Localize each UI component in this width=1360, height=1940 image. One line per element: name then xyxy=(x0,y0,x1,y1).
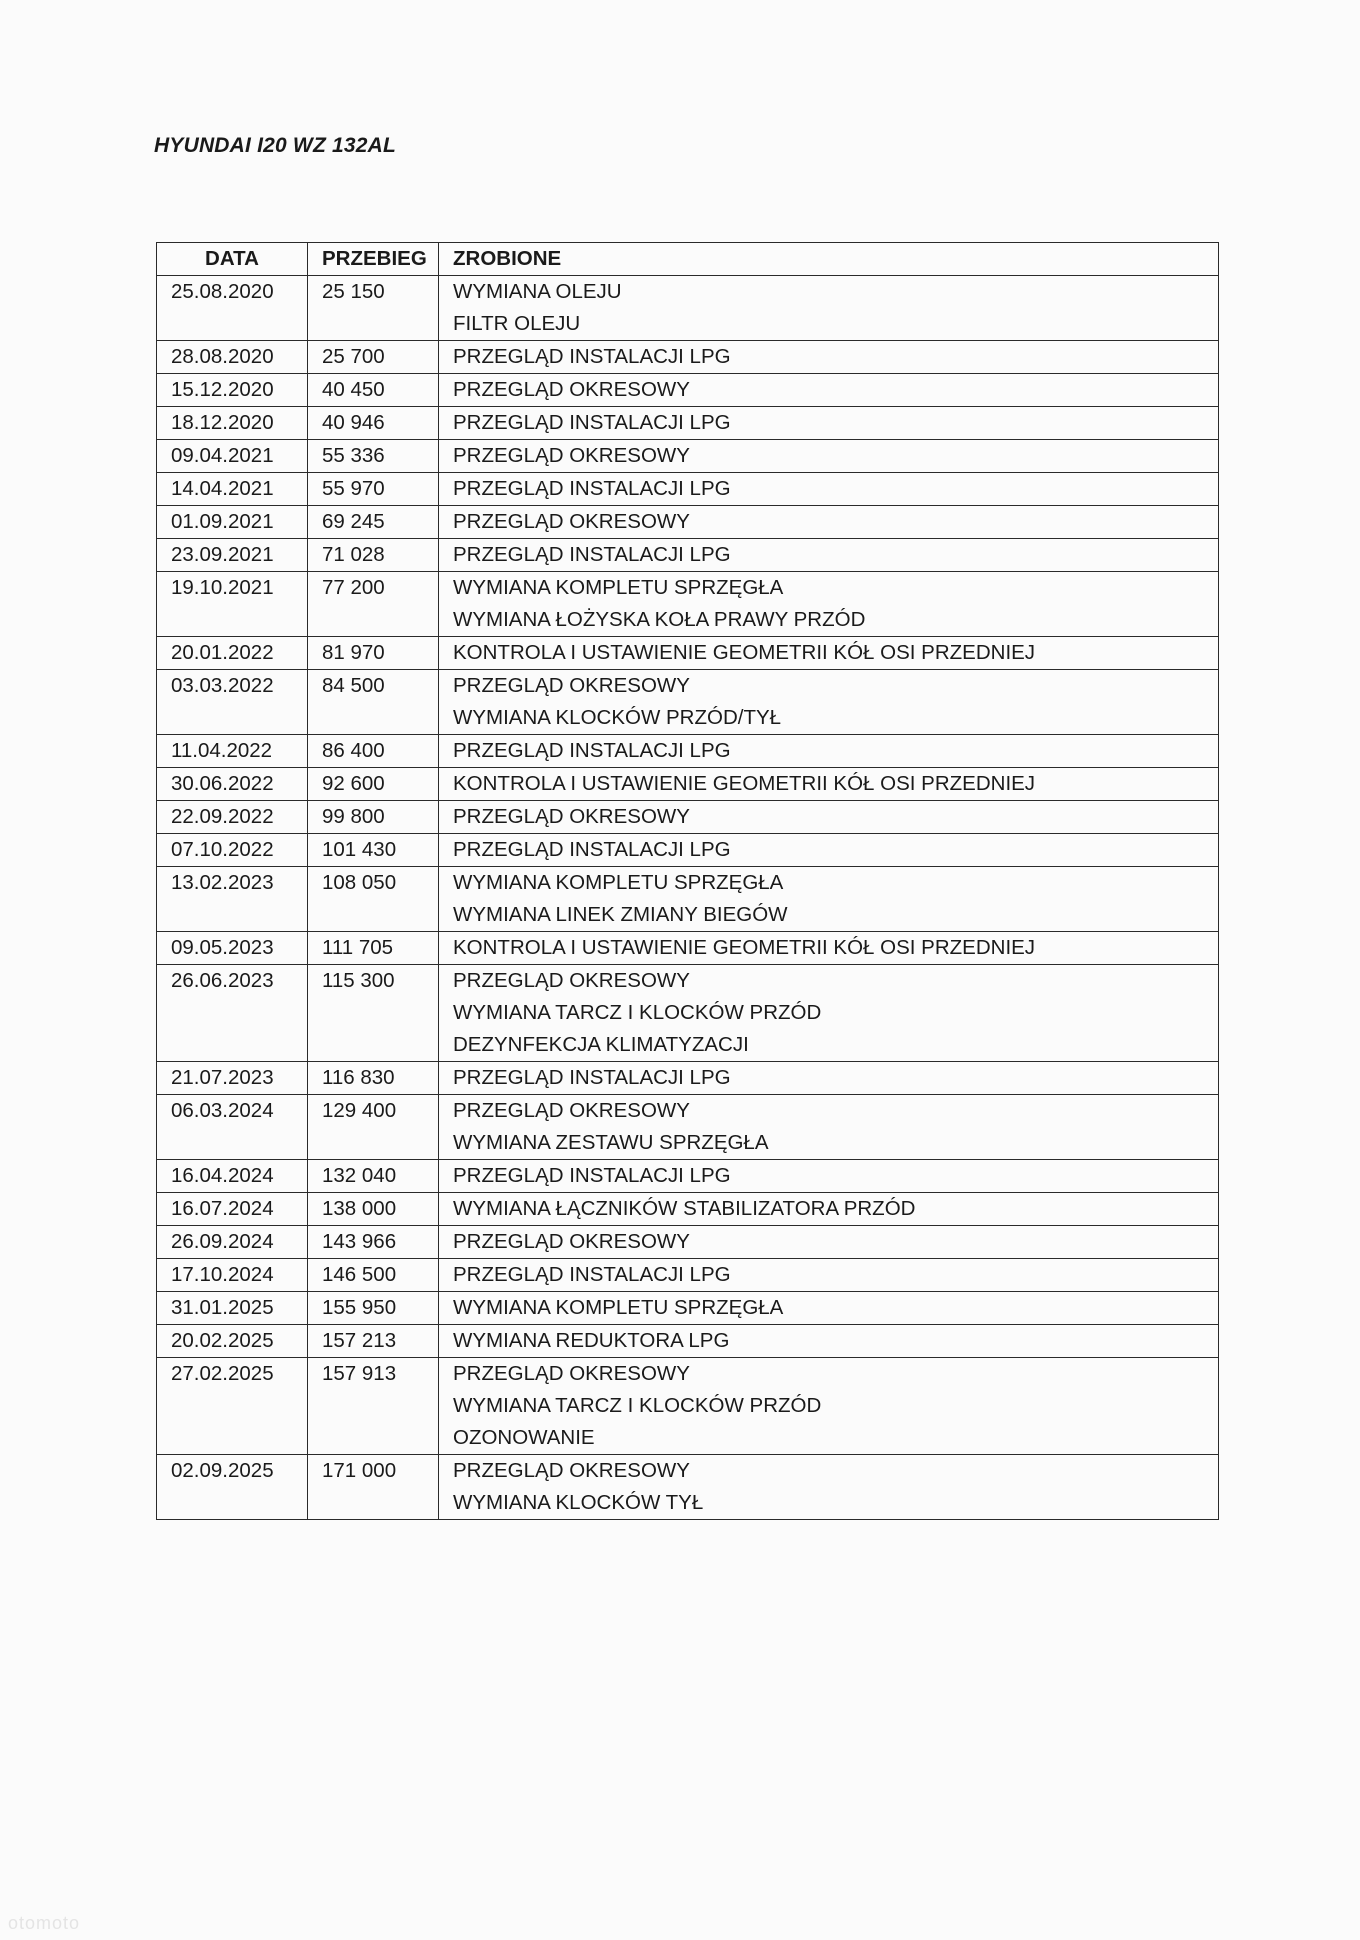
watermark: otomoto xyxy=(8,1913,81,1933)
cell-date: 30.06.2022 xyxy=(157,768,308,801)
table-row xyxy=(157,1455,1219,1520)
cell-mileage: 157 913 xyxy=(308,1358,439,1455)
cell-work-done xyxy=(439,506,1219,539)
cell-date: 16.04.2024 xyxy=(157,1160,308,1193)
cell-mileage: 84 500 xyxy=(308,670,439,735)
cell-mileage: 101 430 xyxy=(308,834,439,867)
cell-work-done xyxy=(439,407,1219,440)
cell-mileage: 55 970 xyxy=(308,473,439,506)
cell-mileage: 129 400 xyxy=(308,1095,439,1160)
table-row xyxy=(157,1292,1219,1325)
work-item: PRZEGLĄD OKRESOWY xyxy=(453,805,690,828)
cell-date: 14.04.2021 xyxy=(157,473,308,506)
table-row xyxy=(157,506,1219,539)
cell-mileage: 25 150 xyxy=(308,276,439,341)
work-item: WYMIANA LINEK ZMIANY BIEGÓW xyxy=(453,903,788,926)
work-item: WYMIANA KLOCKÓW PRZÓD/TYŁ xyxy=(453,706,782,729)
cell-date: 27.02.2025 xyxy=(157,1358,308,1455)
cell-date: 13.02.2023 xyxy=(157,867,308,932)
cell-date: 11.04.2022 xyxy=(157,735,308,768)
work-item: WYMIANA ZESTAWU SPRZĘGŁA xyxy=(453,1131,769,1154)
work-item: PRZEGLĄD OKRESOWY xyxy=(453,378,690,401)
work-item: WYMIANA KLOCKÓW TYŁ xyxy=(453,1491,704,1514)
header-date: DATA xyxy=(157,243,308,276)
cell-mileage: 92 600 xyxy=(308,768,439,801)
table-row xyxy=(157,1095,1219,1160)
cell-mileage: 146 500 xyxy=(308,1259,439,1292)
work-item: PRZEGLĄD OKRESOWY xyxy=(453,510,690,533)
cell-mileage: 157 213 xyxy=(308,1325,439,1358)
work-item: WYMIANA KOMPLETU SPRZĘGŁA xyxy=(453,1296,784,1319)
cell-work-done xyxy=(439,1226,1219,1259)
table-row xyxy=(157,1062,1219,1095)
work-item: WYMIANA KOMPLETU SPRZĘGŁA xyxy=(453,576,784,599)
table-row xyxy=(157,801,1219,834)
cell-date: 02.09.2025 xyxy=(157,1455,308,1520)
cell-work-done xyxy=(439,768,1219,801)
work-item: PRZEGLĄD OKRESOWY xyxy=(453,1459,690,1482)
cell-mileage: 86 400 xyxy=(308,735,439,768)
cell-mileage: 116 830 xyxy=(308,1062,439,1095)
cell-date: 25.08.2020 xyxy=(157,276,308,341)
work-item: WYMIANA OLEJU xyxy=(453,280,622,303)
work-item: OZONOWANIE xyxy=(453,1426,595,1449)
table-row xyxy=(157,768,1219,801)
cell-work-done xyxy=(439,572,1219,637)
cell-work-done xyxy=(439,834,1219,867)
cell-date: 16.07.2024 xyxy=(157,1193,308,1226)
cell-date: 22.09.2022 xyxy=(157,801,308,834)
document-title: HYUNDAI I20 WZ 132AL xyxy=(154,134,397,157)
cell-date: 01.09.2021 xyxy=(157,506,308,539)
cell-work-done xyxy=(439,801,1219,834)
cell-date: 26.09.2024 xyxy=(157,1226,308,1259)
table-row xyxy=(157,867,1219,932)
work-item: PRZEGLĄD OKRESOWY xyxy=(453,1230,690,1253)
cell-date: 21.07.2023 xyxy=(157,1062,308,1095)
cell-mileage: 69 245 xyxy=(308,506,439,539)
table-row xyxy=(157,440,1219,473)
table-row xyxy=(157,834,1219,867)
table-row xyxy=(157,1193,1219,1226)
work-item: PRZEGLĄD INSTALACJI LPG xyxy=(453,1164,731,1187)
work-item: PRZEGLĄD INSTALACJI LPG xyxy=(453,1263,731,1286)
cell-work-done xyxy=(439,637,1219,670)
table-body xyxy=(157,276,1219,1520)
cell-work-done xyxy=(439,670,1219,735)
cell-mileage: 171 000 xyxy=(308,1455,439,1520)
service-history-table xyxy=(156,242,1219,1520)
cell-date: 06.03.2024 xyxy=(157,1095,308,1160)
work-item: WYMIANA ŁOŻYSKA KOŁA PRAWY PRZÓD xyxy=(453,608,866,631)
cell-mileage: 143 966 xyxy=(308,1226,439,1259)
table-row xyxy=(157,276,1219,341)
table-row xyxy=(157,1358,1219,1455)
cell-date: 09.04.2021 xyxy=(157,440,308,473)
cell-mileage: 40 946 xyxy=(308,407,439,440)
cell-work-done xyxy=(439,1095,1219,1160)
cell-mileage: 115 300 xyxy=(308,965,439,1062)
cell-date: 03.03.2022 xyxy=(157,670,308,735)
cell-work-done xyxy=(439,341,1219,374)
cell-work-done xyxy=(439,1193,1219,1226)
work-item: PRZEGLĄD INSTALACJI LPG xyxy=(453,411,731,434)
cell-mileage: 138 000 xyxy=(308,1193,439,1226)
header-mileage: PRZEBIEG xyxy=(308,243,439,276)
work-item: PRZEGLĄD INSTALACJI LPG xyxy=(453,543,731,566)
work-item: PRZEGLĄD OKRESOWY xyxy=(453,674,690,697)
cell-work-done xyxy=(439,440,1219,473)
cell-work-done xyxy=(439,1325,1219,1358)
work-item: DEZYNFEKCJA KLIMATYZACJI xyxy=(453,1033,749,1056)
cell-mileage: 25 700 xyxy=(308,341,439,374)
cell-date: 28.08.2020 xyxy=(157,341,308,374)
table-row xyxy=(157,1259,1219,1292)
work-item: PRZEGLĄD OKRESOWY xyxy=(453,444,690,467)
cell-mileage: 132 040 xyxy=(308,1160,439,1193)
cell-date: 20.02.2025 xyxy=(157,1325,308,1358)
cell-work-done xyxy=(439,276,1219,341)
cell-work-done xyxy=(439,1160,1219,1193)
table-row xyxy=(157,735,1219,768)
table-row xyxy=(157,1160,1219,1193)
cell-date: 19.10.2021 xyxy=(157,572,308,637)
cell-work-done xyxy=(439,1455,1219,1520)
work-item: PRZEGLĄD OKRESOWY xyxy=(453,969,690,992)
cell-mileage: 77 200 xyxy=(308,572,439,637)
table-row xyxy=(157,341,1219,374)
work-item: PRZEGLĄD OKRESOWY xyxy=(453,1362,690,1385)
work-item: WYMIANA TARCZ I KLOCKÓW PRZÓD xyxy=(453,1394,822,1417)
cell-mileage: 81 970 xyxy=(308,637,439,670)
work-item: WYMIANA TARCZ I KLOCKÓW PRZÓD xyxy=(453,1001,822,1024)
work-item: PRZEGLĄD INSTALACJI LPG xyxy=(453,1066,731,1089)
work-item: WYMIANA ŁĄCZNIKÓW STABILIZATORA PRZÓD xyxy=(453,1197,916,1220)
table-row xyxy=(157,965,1219,1062)
table-row xyxy=(157,932,1219,965)
cell-mileage: 99 800 xyxy=(308,801,439,834)
table-row xyxy=(157,670,1219,735)
table-row xyxy=(157,407,1219,440)
cell-date: 17.10.2024 xyxy=(157,1259,308,1292)
cell-mileage: 71 028 xyxy=(308,539,439,572)
cell-work-done xyxy=(439,932,1219,965)
cell-date: 26.06.2023 xyxy=(157,965,308,1062)
cell-work-done xyxy=(439,473,1219,506)
work-item: KONTROLA I USTAWIENIE GEOMETRII KÓŁ OSI PRZEDNIEJ xyxy=(453,641,1036,664)
cell-mileage: 40 450 xyxy=(308,374,439,407)
cell-work-done xyxy=(439,1292,1219,1325)
table-row xyxy=(157,572,1219,637)
cell-date: 31.01.2025 xyxy=(157,1292,308,1325)
cell-work-done xyxy=(439,1358,1219,1455)
cell-work-done xyxy=(439,867,1219,932)
cell-work-done xyxy=(439,539,1219,572)
table-row xyxy=(157,473,1219,506)
cell-date: 09.05.2023 xyxy=(157,932,308,965)
work-item: PRZEGLĄD INSTALACJI LPG xyxy=(453,739,731,762)
cell-date: 07.10.2022 xyxy=(157,834,308,867)
table-row xyxy=(157,1325,1219,1358)
cell-mileage: 55 336 xyxy=(308,440,439,473)
work-item: KONTROLA I USTAWIENIE GEOMETRII KÓŁ OSI PRZEDNIEJ xyxy=(453,772,1036,795)
cell-work-done xyxy=(439,1062,1219,1095)
cell-work-done xyxy=(439,735,1219,768)
table-row xyxy=(157,1226,1219,1259)
cell-work-done xyxy=(439,374,1219,407)
table-row xyxy=(157,637,1219,670)
cell-mileage: 108 050 xyxy=(308,867,439,932)
header-work-done: ZROBIONE xyxy=(439,243,1219,276)
work-item: PRZEGLĄD INSTALACJI LPG xyxy=(453,477,731,500)
cell-mileage: 155 950 xyxy=(308,1292,439,1325)
cell-work-done xyxy=(439,965,1219,1062)
cell-work-done xyxy=(439,1259,1219,1292)
work-item: PRZEGLĄD INSTALACJI LPG xyxy=(453,838,731,861)
work-item: WYMIANA REDUKTORA LPG xyxy=(453,1329,730,1352)
work-item: PRZEGLĄD OKRESOWY xyxy=(453,1099,690,1122)
work-item: KONTROLA I USTAWIENIE GEOMETRII KÓŁ OSI PRZEDNIEJ xyxy=(453,936,1036,959)
cell-date: 15.12.2020 xyxy=(157,374,308,407)
work-item: PRZEGLĄD INSTALACJI LPG xyxy=(453,345,731,368)
cell-date: 23.09.2021 xyxy=(157,539,308,572)
cell-mileage: 111 705 xyxy=(308,932,439,965)
table-header-row xyxy=(157,243,1219,276)
cell-date: 18.12.2020 xyxy=(157,407,308,440)
work-item: FILTR OLEJU xyxy=(453,312,581,335)
table-row xyxy=(157,374,1219,407)
cell-date: 20.01.2022 xyxy=(157,637,308,670)
table-row xyxy=(157,539,1219,572)
work-item: WYMIANA KOMPLETU SPRZĘGŁA xyxy=(453,871,784,894)
